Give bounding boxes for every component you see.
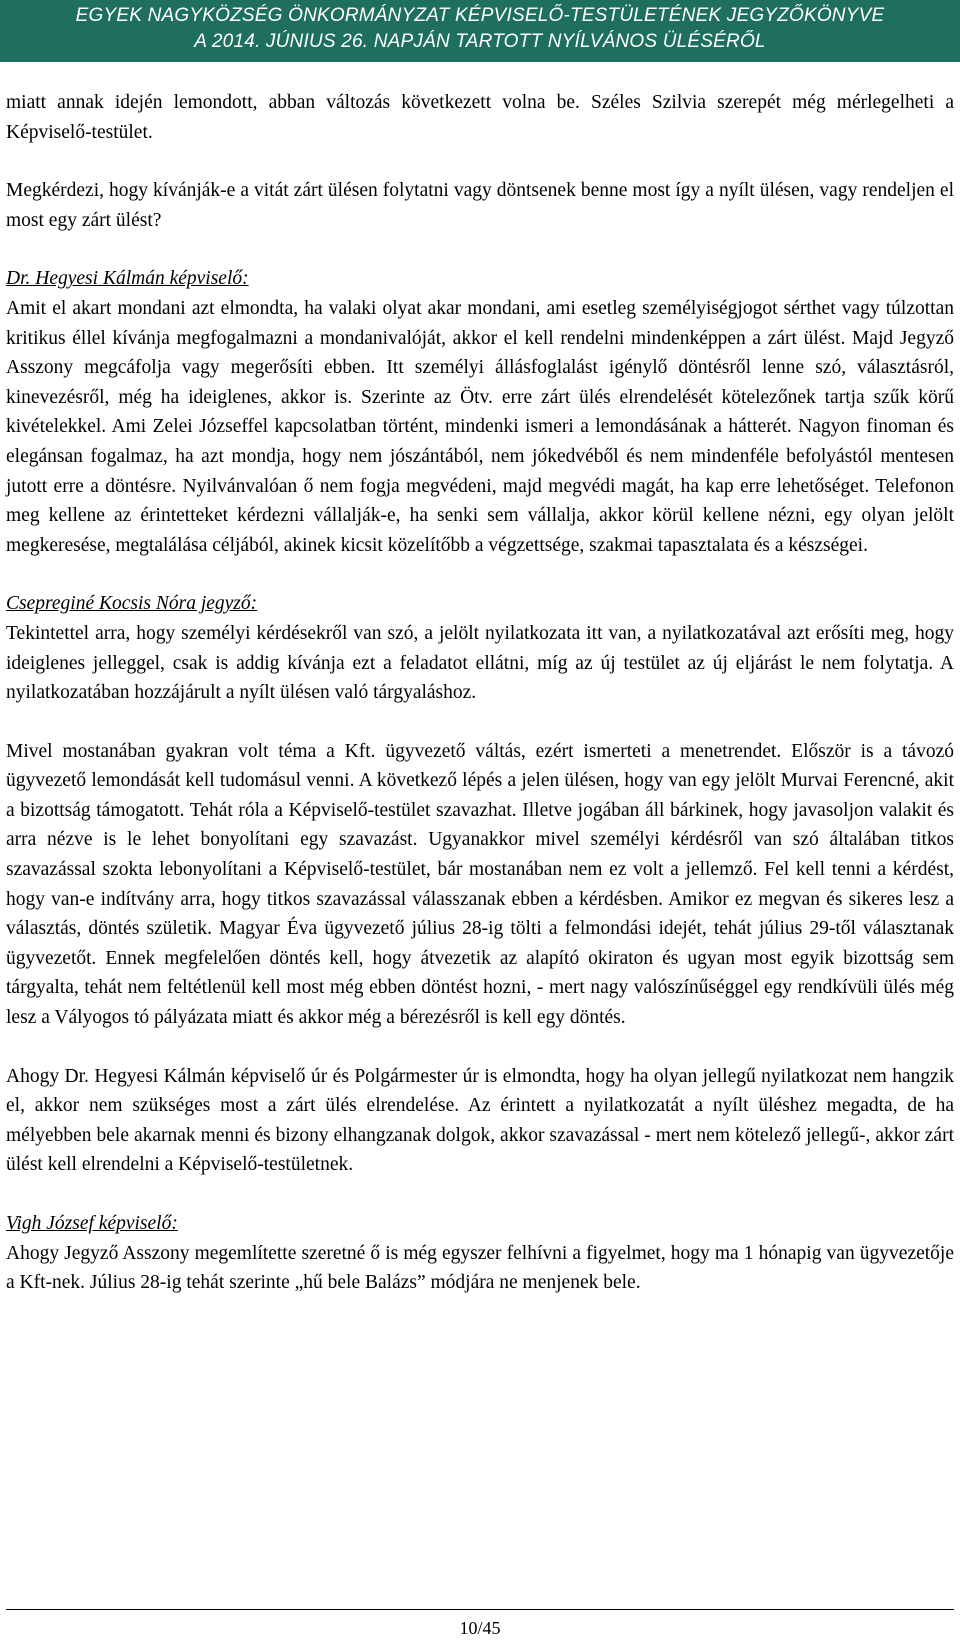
page-number: 10/45 (459, 1618, 501, 1638)
document-body (6, 88, 954, 1327)
speaker-name-csepregine: Csepreginé Kocsis Nóra jegyző: (6, 593, 258, 615)
header-subtitle: A 2014. JÚNIUS 26. NAPJÁN TARTOTT NYÍLVÁNOS ÜLÉSÉRŐL (194, 31, 766, 52)
speech-vigh (6, 1209, 954, 1298)
speech-csepregine (6, 589, 954, 707)
document-header (0, 0, 960, 62)
paragraph-procedure: Mivel mostanában gyakran volt téma a Kft. ügyvezető váltás, ezért ismerteti a menetrendet. Először is a távozó ügyvezető lemondását kell tudomásul venni. A következő lépés a jelen ülésen, hogy van egy jelölt Murvai Ferencné, akit a bizottság támogatott. Tehát róla a Képviselő-testület szavazhat. Illetve jogában áll bárkinek, hogy javasoljon valakit és arra nézve is le lehet bonyolítani egy szavazást. Ugyanakkor mivel személyi kérdésről van szó általában titkos szavazással szokta lebonyolítani a Képviselő-testület, bár mostanában nem ez volt a jellemző. Fel kell tenni a kérdést, hogy van-e indítvány arra, hogy titkos szavazással válasszanak ebben a kérdésben. Amikor ez megvan és sikeres lesz a választás, döntés születik. Magyar Éva ügyvezető július 28-ig tölti a felmondási idejét, tehát július 29-től választanak ügyvezetőt. Ennek megfelelően döntés kell, hogy átvezetik az alapító okiraton és ugyan most egyik bizottság sem tárgyalta, tehát nem feltétlenül kell most még ebben döntést hozni, - mert nagy valószínűséggel egy rendkívüli ülés még lesz a Vályogos tó pályázata miatt és akkor még a bérezésről is kell egy döntés. (6, 740, 954, 1029)
speech-text-csepregine: Tekintettel arra, hogy személyi kérdésekről van szó, a jelölt nyilatkozata itt van, a nyilatkozatával azt erősíti meg, hogy ideiglenes jelleggel, csak is addig kívánja ezt a feladatot ellátni, míg az új testület az új eljárást le nem folytatja. A nyilatkozatában hozzájárult a nyílt ülésen való tárgyaláshoz. (6, 622, 954, 704)
speaker-name-hegyesi: Dr. Hegyesi Kálmán képviselő: (6, 268, 249, 290)
paragraph-question: Megkérdezi, hogy kívánják-e a vitát zárt ülésen folytatni vagy döntsenek benne most így a nyílt ülésen, vagy rendeljen el most egy zárt ülést? (6, 180, 954, 231)
paragraph-continuation: miatt annak idején lemondott, abban változás következett volna be. Széles Szilvia szerepét még mérlegelheti a Képviselő-testület. (6, 92, 954, 143)
speech-text-vigh: Ahogy Jegyző Asszony megemlítette szeretné ő is még egyszer felhívni a figyelmet, hogy ma 1 hónapig van ügyvezetője a Kft-nek. Július 28-ig tehát szerinte „hű bele Balázs” módjára ne menjenek bele. (6, 1242, 954, 1294)
speech-hegyesi (6, 264, 954, 560)
paragraph-closed-session: Ahogy Dr. Hegyesi Kálmán képviselő úr és Polgármester úr is elmondta, hogy ha olyan jellegű nyilatkozat nem hangzik el, akkor nem szükséges most a zárt ülés elrendelése. Az érintett a nyilatkozatát a nyílt üléshez megadta, de ha mélyebben bele akarnak menni és bizony elhangzanak dolgok, akkor szavazással - mert nem kötelező jellegű-, akkor zárt ülést kell elrendelni a Képviselő-testületnek. (6, 1065, 954, 1176)
header-title: EGYEK NAGYKÖZSÉG ÖNKORMÁNYZAT KÉPVISELŐ-TESTÜLETÉNEK JEGYZŐKÖNYVE (75, 5, 885, 26)
footer-divider (6, 1609, 954, 1610)
speaker-name-vigh: Vigh József képviselő: (6, 1213, 178, 1234)
speech-text-hegyesi: Amit el akart mondani azt elmondta, ha valaki olyat akar mondani, ami esetleg személyiségjogot sérthet vagy túlzottan kritikus éllel kívánja megfogalmazni a mondanivalóját, akkor el kell rendelni mindenképpen a zárt ülést. Majd Jegyző Asszony megcáfolja vagy megerősíti ebben. Itt személyi állásfoglalást igénylő döntésről lenne szó, választásról, kinevezésről, még ha ideiglenes, akkor is. Szerinte az Ötv. erre zárt ülés elrendelését kötelezőnek tartja szűk körű kivételekkel. Ami Zelei Józseffel kapcsolatban történt, mindenki ismeri a lemondásának a hátterét. Nagyon finoman és elegánsan fogalmaz, ha azt mondja, hogy nem jószántából, nem jókedvéből és nem mindenféle befolyástól mentesen jutott erre a döntésre. Nyilvánvalóan ő nem fogja megvédeni, majd megvédi magát, ha kap erre lehetőséget. Telefonon meg kellene az érintetteket kérdezni vállalják-e, ha senki sem vállalja, akkor körül kellene nézni, egy olyan jelölt megkeresése, megtalálása céljából, akinek kicsit közelítőbb a végzettsége, szakmai tapasztalata és a készségei. (6, 297, 954, 556)
